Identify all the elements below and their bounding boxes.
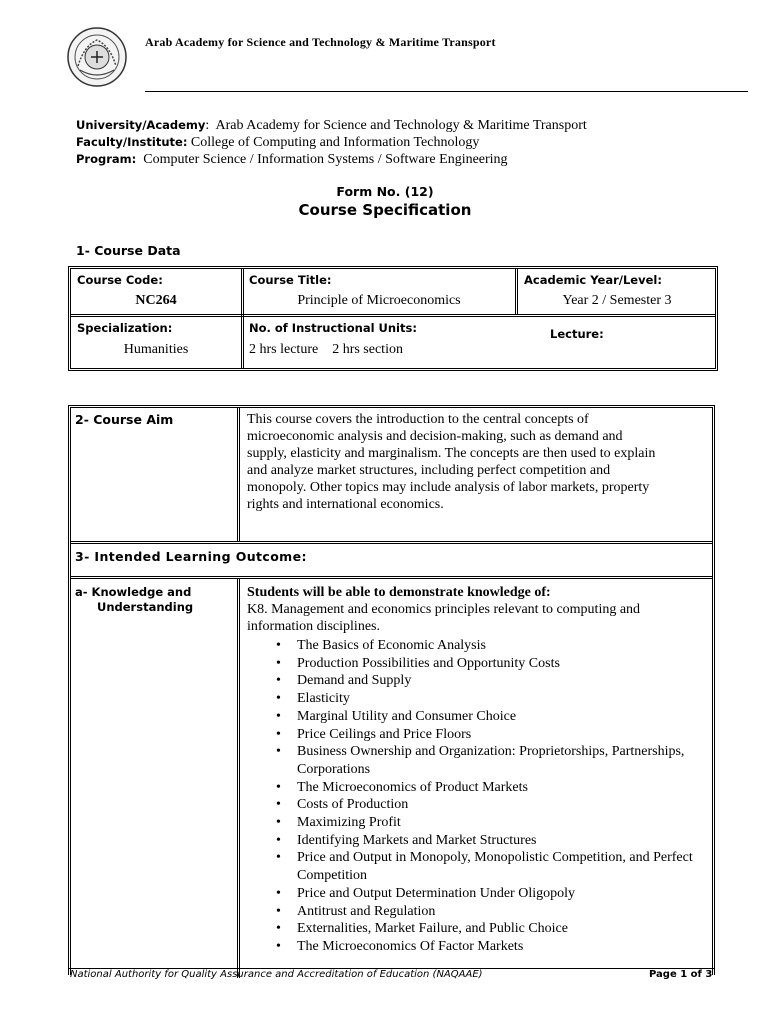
specialization-value: Humanities xyxy=(123,342,189,357)
form-title: Course Specification xyxy=(298,201,472,219)
course-code-label: Course Code: xyxy=(77,273,163,287)
topic-list-item: • The Microeconomics Of Factor Markets xyxy=(276,938,716,956)
academy-seal-logo xyxy=(66,26,128,88)
topic-list-item: • Price and Output in Monopoly, Monopolistic Competition, and Perfect Competition xyxy=(276,849,716,884)
topic-list-item: • The Microeconomics of Product Markets xyxy=(276,779,716,797)
knowledge-topics-list xyxy=(276,637,716,956)
course-code-value: NC264 xyxy=(135,293,177,308)
section-course-data-title: 1- Course Data xyxy=(76,243,181,258)
university-label: University/Academy xyxy=(76,118,206,132)
table-divider xyxy=(241,269,244,315)
course-title-value: Principle of Microeconomics xyxy=(297,293,461,308)
footer-page-number: Page 1 of 3 xyxy=(649,969,713,980)
course-aim-line: microeconomic analysis and decision-making, such as demand and xyxy=(247,429,623,444)
academic-year-label: Academic Year/Level: xyxy=(524,273,662,287)
course-title-label: Course Title: xyxy=(249,273,332,287)
k8-line: information disciplines. xyxy=(247,619,380,634)
table-divider xyxy=(241,315,244,368)
course-aim-line: and analyze market structures, including perfect competition and xyxy=(247,463,611,478)
knowledge-intro-heading: Students will be able to demonstrate knowledge of: xyxy=(247,585,551,600)
topic-list-item: • Costs of Production xyxy=(276,796,716,814)
table-divider xyxy=(71,576,712,579)
program-line xyxy=(76,152,508,168)
course-aim-line: supply, elasticity and marginalism. The concepts are then used to explain xyxy=(247,446,656,461)
instructional-units-label: No. of Instructional Units: xyxy=(249,321,417,335)
table-divider xyxy=(515,269,518,315)
ilo-label: 3- Intended Learning Outcome: xyxy=(75,549,307,564)
topic-list-item: • Identifying Markets and Market Structures xyxy=(276,832,716,850)
topic-list-item: • Antitrust and Regulation xyxy=(276,903,716,921)
course-data-table xyxy=(68,266,718,371)
topic-list-item: • Business Ownership and Organization: Proprietorships, Partnerships, Corporations xyxy=(276,743,716,778)
topic-list-item: • Elasticity xyxy=(276,690,716,708)
university-value: Arab Academy for Science and Technology & Maritime Transport xyxy=(215,118,587,133)
form-number: Form No. (12) xyxy=(336,184,434,199)
footer-authority: National Authority for Quality Assurance and Accreditation of Education (NAQAAE) xyxy=(70,969,483,980)
faculty-value: College of Computing and Information Technology xyxy=(190,135,480,150)
topic-list-item: • Demand and Supply xyxy=(276,672,716,690)
header-divider xyxy=(145,91,748,92)
course-aim-line: rights and international economics. xyxy=(247,497,444,512)
knowledge-label-line1: a- Knowledge and xyxy=(75,585,192,599)
table-divider xyxy=(237,408,240,542)
topic-list-item: • Marginal Utility and Consumer Choice xyxy=(276,708,716,726)
faculty-line xyxy=(76,135,479,151)
instructional-units-value: 2 hrs lecture 2 hrs section xyxy=(249,342,403,357)
program-value: Computer Science / Information Systems / Software Engineering xyxy=(143,152,508,167)
program-label: Program: xyxy=(76,152,137,166)
university-line: University/Academy: Arab Academy for Science and Technology & Maritime Transport xyxy=(76,118,587,133)
specialization-label: Specialization: xyxy=(77,321,173,335)
course-aim-text xyxy=(247,411,712,513)
topic-list-item: • Production Possibilities and Opportunity Costs xyxy=(276,655,716,673)
topic-list-item: • Price Ceilings and Price Floors xyxy=(276,726,716,744)
course-aim-ilo-table xyxy=(68,405,715,975)
academic-year-value: Year 2 / Semester 3 xyxy=(562,293,672,308)
table-divider xyxy=(71,541,712,544)
table-divider xyxy=(237,578,240,978)
knowledge-intro xyxy=(247,584,713,635)
topic-list-item: • The Basics of Economic Analysis xyxy=(276,637,716,655)
table-divider xyxy=(71,314,715,317)
topic-list-item: • Externalities, Market Failure, and Public Choice xyxy=(276,920,716,938)
course-aim-line: monopoly. Other topics may include analysis of labor markets, property xyxy=(247,480,650,495)
topic-list-item: • Price and Output Determination Under Oligopoly xyxy=(276,885,716,903)
course-aim-label: 2- Course Aim xyxy=(75,412,174,427)
topic-list-item: • Maximizing Profit xyxy=(276,814,716,832)
knowledge-label-line2: Understanding xyxy=(97,600,194,614)
k8-line: K8. Management and economics principles relevant to computing and xyxy=(247,602,641,617)
lecture-label: Lecture: xyxy=(550,327,604,341)
header-institution-title: Arab Academy for Science and Technology & Maritime Transport xyxy=(145,35,496,49)
course-aim-line: This course covers the introduction to the central concepts of xyxy=(247,412,589,427)
faculty-label: Faculty/Institute: xyxy=(76,135,188,149)
